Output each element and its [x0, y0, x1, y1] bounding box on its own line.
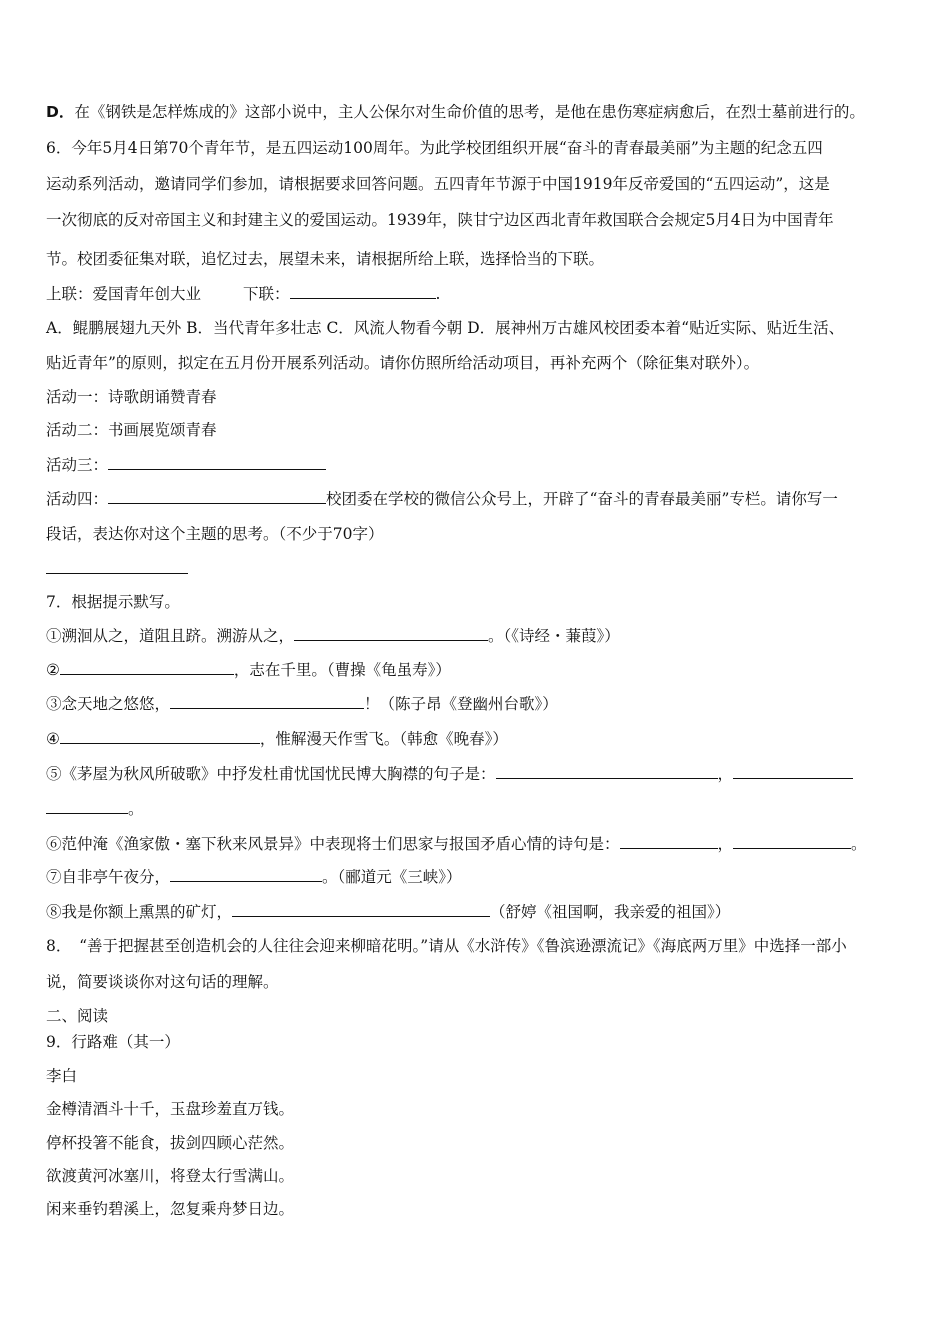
couplet-line [46, 283, 440, 304]
recite-4-number: ④ [46, 730, 60, 748]
couplet-lower-blank[interactable] [290, 283, 436, 299]
recite-1-blank[interactable] [294, 625, 488, 641]
couplet-lower-label: 下联： [243, 285, 290, 303]
recite-8-source: （舒婷《祖国啊，我亲爱的祖国》） [490, 903, 731, 921]
option-d-text: 在《钢铁是怎样炼成的》这部小说中，主人公保尔对生命价值的思考，是他在患伤寒症病愈后，在烈士墓前进行的。 [74, 103, 865, 121]
question-6-line-4: 节。校团委征集对联，追忆过去，展望未来，请根据所给上联，选择恰当的下联。 [46, 250, 605, 268]
recite-5-blank-1[interactable] [496, 763, 718, 779]
recite-6-blank-1[interactable] [620, 833, 718, 849]
couplet-upper: 上联：爱国青年创大业 [46, 285, 202, 303]
question-6-line-3: 一次彻底的反对帝国主义和封建主义的爱国运动。1939年，陕甘宁边区西北青年救国联合会规定5月4日为中国青年 [46, 211, 834, 229]
recite-6-period: 。 [851, 835, 867, 853]
activity-3-line [46, 454, 326, 475]
activity-4-label: 活动四： [46, 490, 109, 508]
activity-3-label: 活动三： [46, 456, 109, 474]
recite-7-blank[interactable] [170, 866, 322, 882]
recite-6-comma: ， [717, 835, 734, 853]
recite-2-blank[interactable] [60, 659, 234, 675]
recite-7 [46, 866, 462, 887]
recite-5 [46, 763, 853, 784]
question-6-line-2: 运动系列活动，邀请同学们参加，请根据要求回答问题。五四青年节源于中国1919年反帝爱国的“五四运动”，这是 [46, 175, 830, 193]
recite-2-number: ② [46, 661, 60, 679]
recite-8 [46, 901, 730, 922]
recite-4 [46, 728, 508, 749]
question-8-line-2: 说，简要谈谈你对这句话的理解。 [46, 973, 279, 991]
recite-2 [46, 659, 451, 680]
essay-prompt: 段话，表达你对这个主题的思考。（不少于70字） [46, 525, 384, 543]
essay-answer-blank[interactable] [46, 572, 188, 574]
option-d-label: D． [46, 103, 75, 121]
option-d-line [46, 102, 865, 122]
recite-5-continued [46, 798, 144, 819]
recite-3-prompt: ③念天地之悠悠， [46, 695, 171, 713]
recite-4-source: ，惟解漫天作雪飞。（韩愈《晚春》） [259, 730, 508, 748]
recite-7-source: 。（郦道元《三峡》） [322, 868, 462, 886]
activity-2: 活动二：书画展览颂青春 [46, 421, 217, 439]
couplet-end: . [435, 285, 441, 303]
recite-3 [46, 693, 558, 714]
recite-1-source: 。（《诗经・蒹葭》） [488, 627, 620, 645]
recite-5-prompt: ⑤《茅屋为秋风所破歌》中抒发杜甫忧国忧民博大胸襟的句子是： [46, 765, 496, 783]
poem-line-3: 欲渡黄河冰塞川，将登太行雪满山。 [46, 1167, 295, 1185]
recite-8-prompt: ⑧我是你额上熏黑的矿灯， [46, 903, 233, 921]
recite-5-blank-2-end[interactable] [46, 798, 128, 814]
poem-line-4: 闲来垂钓碧溪上，忽复乘舟梦日边。 [46, 1200, 295, 1218]
recite-5-period: 。 [128, 800, 144, 818]
recite-4-blank[interactable] [60, 728, 260, 744]
options-line-2: 贴近青年”的原则，拟定在五月份开展系列活动。请你仿照所给活动项目，再补充两个（除征集对联外）。 [46, 354, 760, 372]
section-reading-heading: 二、阅读 [46, 1007, 109, 1025]
activity-4-blank[interactable] [108, 488, 326, 504]
recite-7-prompt: ⑦自非亭午夜分， [46, 868, 171, 886]
question-9-title: 9．行路难（其一） [46, 1033, 180, 1051]
recite-1 [46, 625, 620, 646]
poem-line-1: 金樽清酒斗十千，玉盘珍羞直万钱。 [46, 1100, 295, 1118]
question-6-line-1: 6．今年5月4日第70个青年节，是五四运动100周年。为此学校团组织开展“奋斗的青春最美丽”为主题的纪念五四 [46, 139, 823, 157]
recite-8-blank[interactable] [232, 901, 490, 917]
recite-3-blank[interactable] [170, 693, 364, 709]
recite-5-comma: ， [717, 765, 734, 783]
recite-2-source: ，志在千里。（曹操《龟虽寿》） [233, 661, 451, 679]
recite-6-blank-2[interactable] [733, 833, 851, 849]
recite-1-prompt: ①溯洄从之，道阻且跻。溯游从之， [46, 627, 295, 645]
activity-1: 活动一：诗歌朗诵赞青春 [46, 388, 217, 406]
recite-6 [46, 833, 867, 854]
options-line-1: A．鲲鹏展翅九天外 B．当代青年多壮志 C．风流人物看今朝 D．展神州万古雄风校团委本着“贴近实际、贴近生活、 [46, 319, 845, 337]
activity-4-line [46, 488, 838, 509]
poem-line-2: 停杯投箸不能食，拔剑四顾心茫然。 [46, 1134, 295, 1152]
recite-3-source: ！（陈子昂《登幽州台歌》） [364, 695, 558, 713]
activity-4-tail: 校团委在学校的微信公众号上，开辟了“奋斗的青春最美丽”专栏。请你写一 [326, 490, 838, 508]
question-7-heading: 7．根据提示默写。 [46, 593, 180, 611]
activity-3-blank[interactable] [108, 454, 326, 470]
recite-5-blank-2-start[interactable] [733, 763, 853, 779]
question-8-line-1: 8． “善于把握甚至创造机会的人往往会迎来柳暗花明。”请从《水浒传》《鲁滨逊漂流记》《海底两万里》中选择一部小 [46, 937, 847, 955]
poem-author: 李白 [46, 1067, 78, 1085]
recite-6-prompt: ⑥范仲淹《渔家傲・塞下秋来风景异》中表现将士们思家与报国矛盾心情的诗句是： [46, 835, 620, 853]
